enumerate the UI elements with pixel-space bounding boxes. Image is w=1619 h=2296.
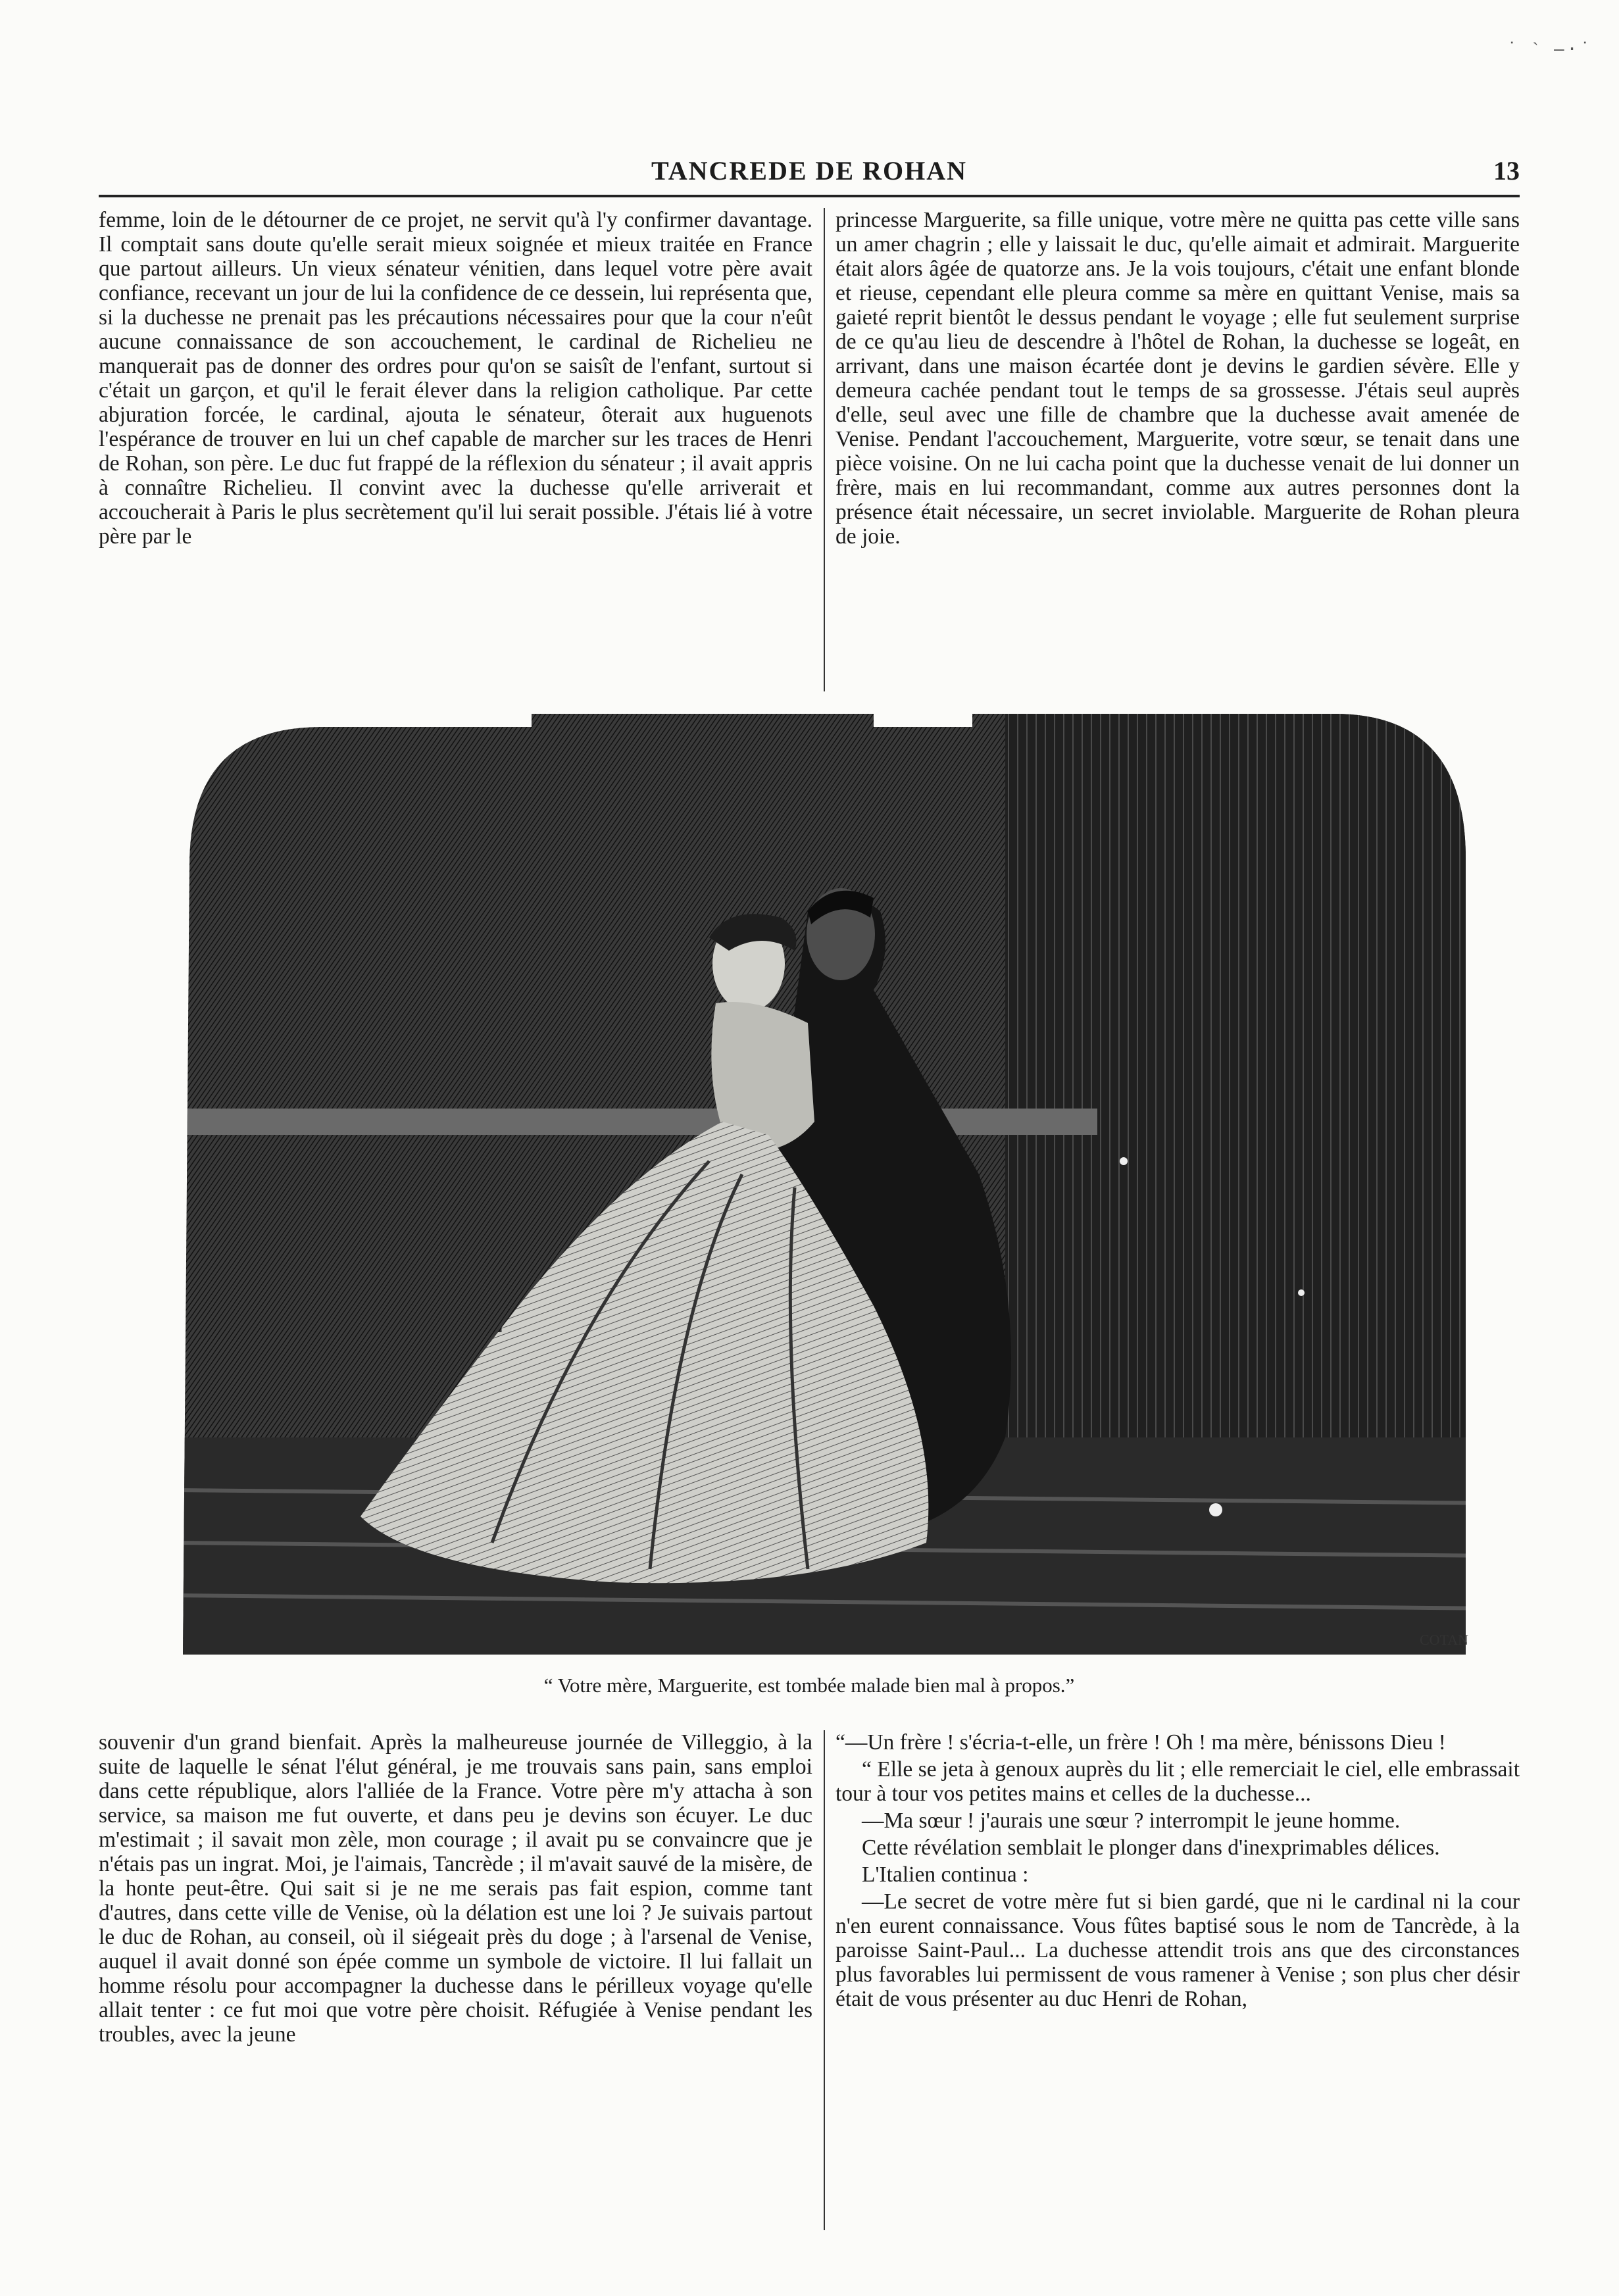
running-head	[99, 155, 1520, 195]
top-left-column	[99, 208, 812, 691]
paragraph: Cette révélation semblait le plonger dans d'inexprimables délices.	[862, 1835, 1440, 1860]
speckle	[1209, 1503, 1222, 1516]
paragraph: souvenir d'un grand bienfait. Après la malheureuse journée de Villeggio, à la suite de laquelle le sénat l'élut général, je me trouvais sans pain, sans emploi dans cette république, alors l'alliée de la France. Votre père m'y attacha à son service, sa maison me fut ouverte, et dans peu je devins son écuyer. Le duc m'estimait ; il savait mon zèle, mon courage ; il avait pu se convaincre que je n'étais pas un ingrat. Moi, je l'aimais, Tancrède ; il m'avait sauvé de la misère, de la honte peut-être. Qui sait si je ne me serais pas fait espion, comme tant d'autres, dans cette ville de Venise, où la délation est une loi ? Je suivais partout le duc de Rohan, au conseil, où il siégeait près du doge ; à l'arsenal de Venise, auquel il avait donné son épée comme un symbole de victoire. Il lui fallait un homme résolu pour accompagner la duchesse dans le périlleux voyage qu'elle allait tenter : ce fut moi que votre père choisit. Réfugiée à Venise pendant les troubles, avec la jeune	[99, 1730, 812, 2047]
top-right-column	[835, 208, 1520, 691]
paragraph: princesse Marguerite, sa fille unique, votre mère ne quitta pas cette ville sans un amer chagrin ; elle y laissait le duc, qu'elle aimait et admirait. Marguerite était alors âgée de quatorze ans. Je la vois toujours, c'était une enfant blonde et rieuse, cependant elle pleura comme sa mère en quittant Venise, mais sa gaieté reprit bientôt le dessus pendant le voyage ; elle fut seulement surprise de ce qu'au lieu de descendre à l'hôtel de Rohan, la duchesse se logeât, en arrivant, dans une maison écartée dont je devins le gardien sévère. Elle y demeura cachée pendant tout le temps de sa grossesse. J'étais seul auprès d'elle, seul avec une fille de chambre que la duchesse avait amenée de Venise. Pendant l'accouchement, Marguerite, votre sœur, se tenait dans une pièce voisine. On ne lui cacha point que la duchesse venait de lui donner un frère, mais en lui recommandant, comme aux autres personnes dont la présence était nécessaire, un secret inviolable. Marguerite de Rohan pleura de joie.	[835, 208, 1520, 549]
page-number: 13	[1493, 156, 1520, 186]
engraving-svg	[150, 714, 1495, 1655]
bottom-left-column	[99, 1730, 812, 2230]
speckle	[1120, 1157, 1128, 1165]
header-rule	[99, 195, 1520, 197]
scan-marks: ˙ ˋ –·˙	[1507, 39, 1593, 59]
paragraph: —Le secret de votre mère fut si bien gardé, que ni le cardinal ni la cour n'en eurent connaissance. Vous fûtes baptisé sous le nom de Tancrède, à la paroisse Saint-Paul... La duchesse attendit trois ans que des circonstances plus favorables lui permissent de vous ramener à Venise ; son plus cher désir était de vous présenter au duc Henri de Rohan,	[835, 1889, 1520, 2011]
paragraph: L'Italien continua :	[862, 1862, 1029, 1887]
engraving-illustration	[150, 714, 1495, 1655]
column-divider	[824, 208, 825, 691]
paragraph: “ Elle se jeta à genoux auprès du lit ; elle remerciait le ciel, elle embrassait tour à tour vos petites mains et celles de la duchesse...	[835, 1757, 1520, 1806]
speckle	[1298, 1289, 1305, 1296]
bottom-right-column	[835, 1730, 1520, 2230]
paragraph: “—Un frère ! s'écria-t-elle, un frère ! Oh ! ma mère, bénissons Dieu !	[835, 1730, 1446, 1755]
running-title: TANCREDE DE ROHAN	[651, 156, 967, 186]
illustration-caption: “ Votre mère, Marguerite, est tombée malade bien mal à propos.”	[543, 1674, 1075, 1697]
column-divider	[824, 1730, 825, 2230]
paragraph: femme, loin de le détourner de ce projet, ne servit qu'à l'y confirmer davantage. Il comptait sans doute qu'elle serait mieux soignée et mieux traitée en France que partout ailleurs. Un vieux sénateur vénitien, dans lequel votre père avait confiance, recevant un jour de lui la confidence de ce dessein, lui représenta que, si la duchesse ne prenait pas les précautions nécessaires pour que la cour n'eût aucune connaissance de son accouchement, le cardinal de Richelieu ne manquerait pas de donner des ordres pour qu'on se saisît de l'enfant, surtout si c'était un garçon, et qu'il le ferait élever dans la religion catholique. Par cette abjuration forcée, le cardinal, ajouta le sénateur, ôterait aux huguenots l'espérance de trouver en lui un chef capable de marcher sur les traces de Henri de Rohan, son père. Le duc fut frappé de la réflexion du sénateur ; il avait appris à connaître Richelieu. Il convint avec la duchesse qu'elle arriverait et accoucherait à Paris le plus secrètement qu'il lui serait possible. J'étais lié à votre père par le	[99, 208, 812, 549]
paragraph: —Ma sœur ! j'aurais une sœur ? interrompit le jeune homme.	[862, 1809, 1401, 1833]
engraver-signature: COTAN	[1420, 1632, 1469, 1648]
wall-panel	[176, 1109, 1097, 1135]
